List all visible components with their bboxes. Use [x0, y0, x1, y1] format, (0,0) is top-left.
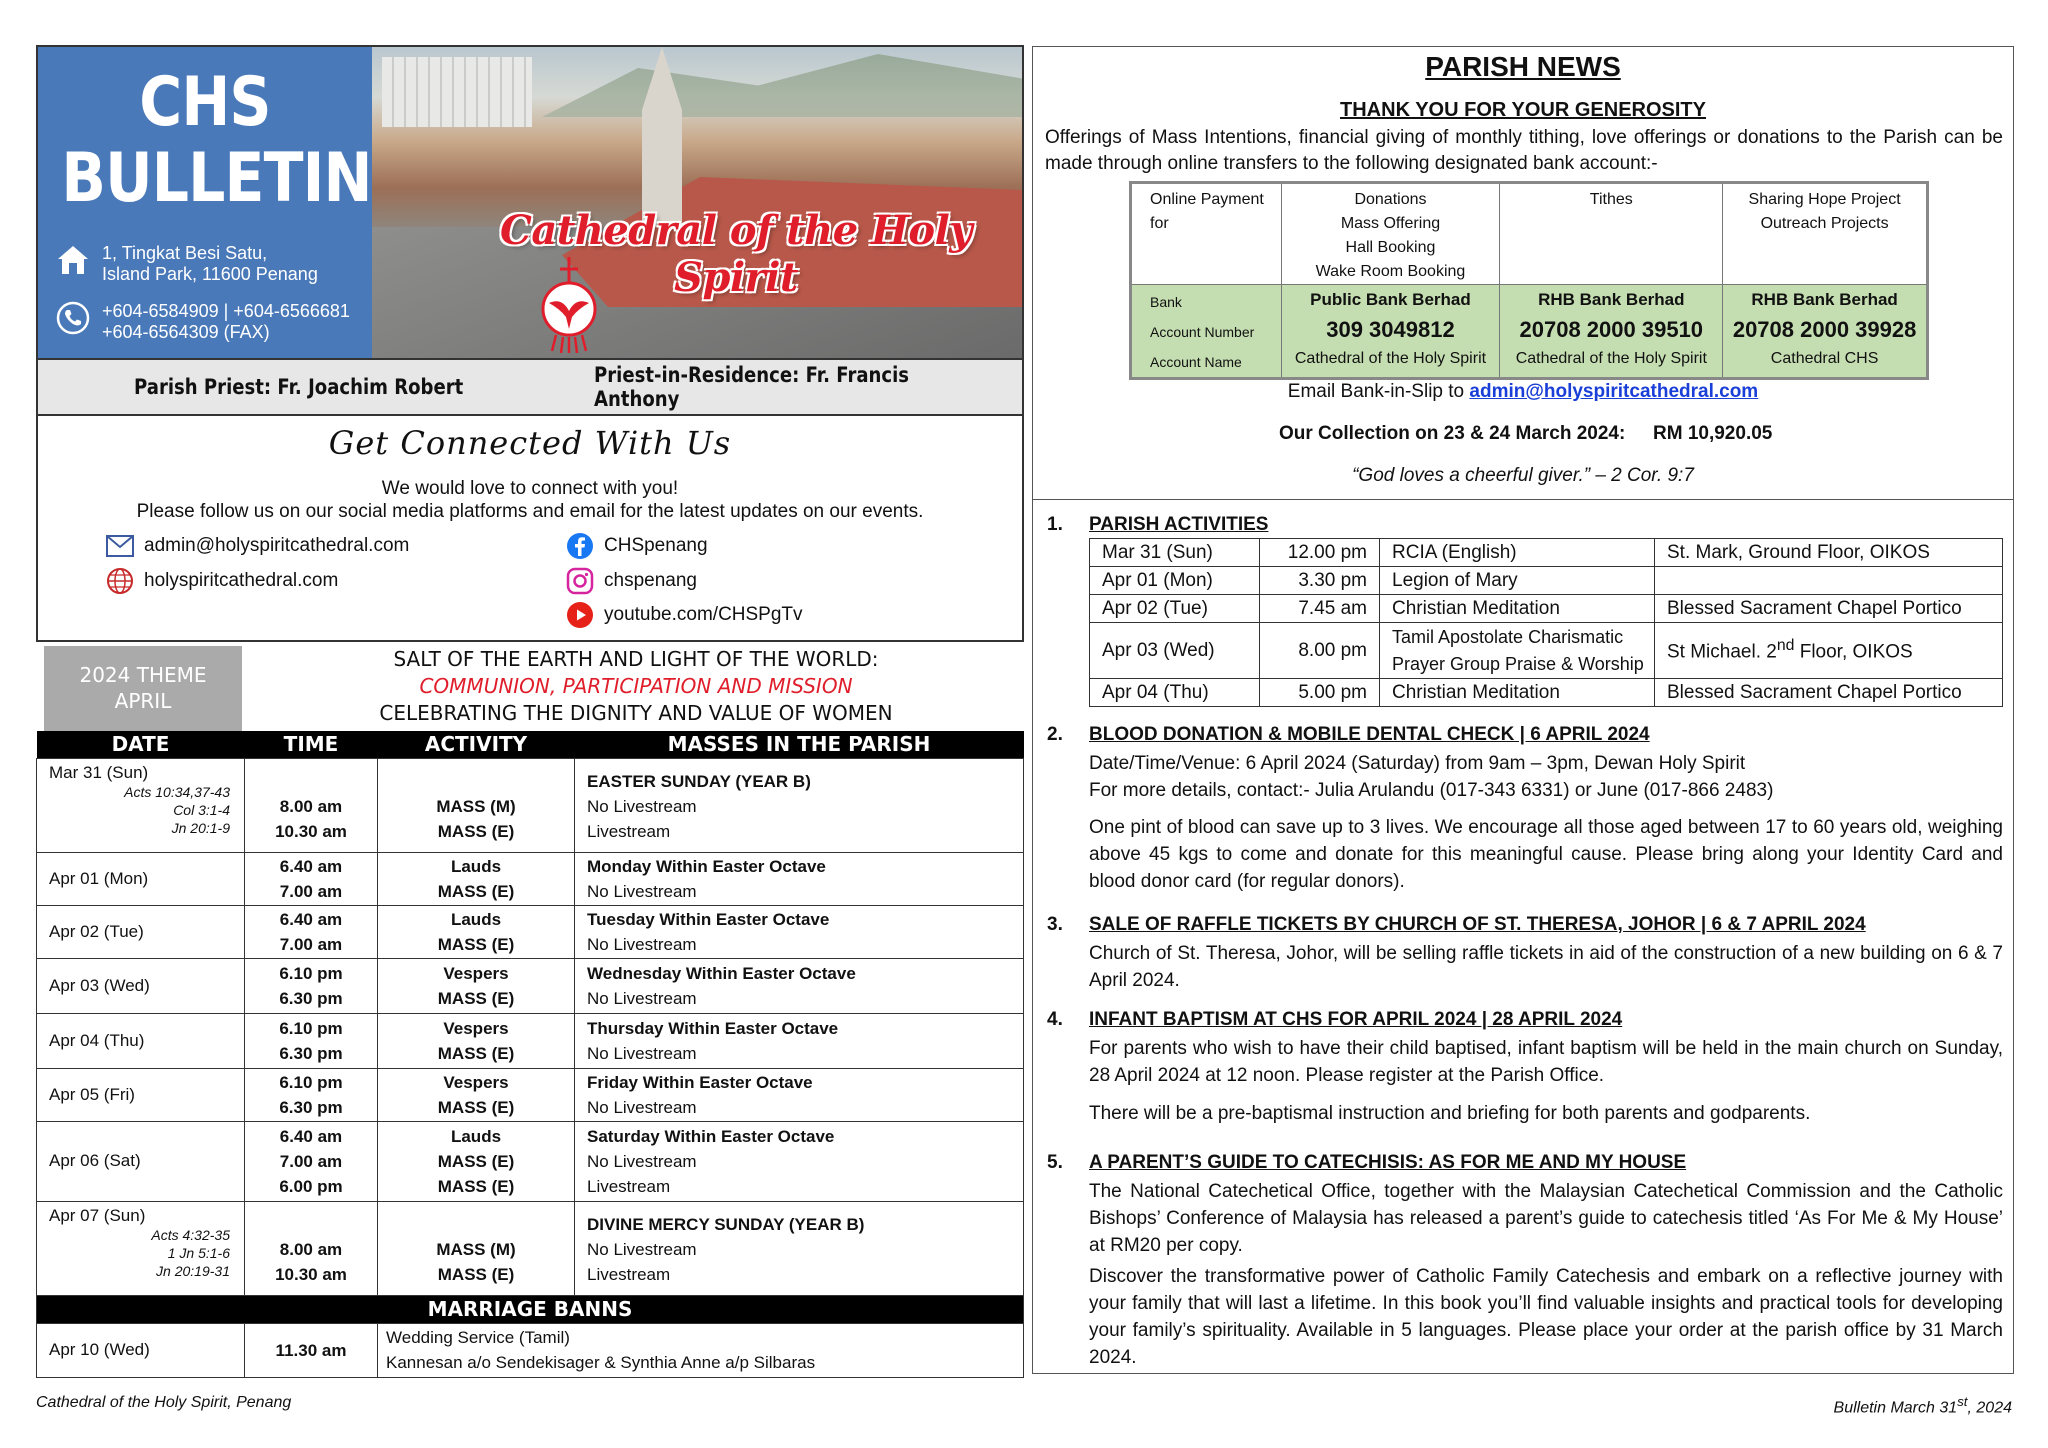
- schedule-time: 6.30 pm: [279, 1097, 343, 1117]
- schedule-row: [37, 758, 1024, 852]
- banns-row: [37, 1323, 1024, 1377]
- mass-title: EASTER SUNDAY (YEAR B): [587, 771, 811, 791]
- section-number: 1.: [1047, 514, 1063, 535]
- bulletin-title-line2: BULLETIN: [61, 139, 372, 218]
- mass-title: Friday Within Easter Octave: [587, 1072, 813, 1092]
- activity-venue: St. Mark, Ground Floor, OIKOS: [1655, 539, 2003, 567]
- connect-title: Get Connected With Us: [328, 424, 732, 462]
- activity-time: 3.30 pm: [1260, 567, 1380, 595]
- schedule-header-row: [37, 731, 1024, 758]
- address-row: [56, 243, 318, 285]
- bank-account-table: [1129, 181, 1929, 380]
- livestream-note: No Livestream: [587, 1043, 697, 1063]
- parish-news-title: PARISH NEWS: [1425, 51, 1621, 82]
- account-name: Cathedral of the Holy Spirit: [1515, 350, 1707, 367]
- mass-title: Thursday Within Easter Octave: [587, 1018, 839, 1038]
- activity-name: Christian Meditation: [1380, 595, 1655, 623]
- schedule-time: 7.00 am: [279, 1151, 343, 1171]
- schedule-time-cell: [245, 905, 378, 958]
- bank-purpose-row: [1131, 183, 1928, 285]
- section-number: 2.: [1047, 724, 1063, 745]
- activity-name: RCIA (English): [1380, 539, 1655, 567]
- instagram-text[interactable]: chspenang: [604, 570, 697, 591]
- schedule-row: [37, 1013, 1024, 1068]
- activity-row: [1090, 623, 2003, 679]
- schedule-activity-cell: [378, 1201, 575, 1295]
- account-number: 309 3049812: [1326, 317, 1455, 342]
- collection-label: Our Collection on 23 & 24 March 2024:: [1279, 423, 1626, 444]
- email-slip-link[interactable]: admin@holyspiritcathedral.com: [1469, 381, 1759, 402]
- house-icon: [56, 243, 90, 277]
- banns-service: Wedding Service (Tamil): [386, 1328, 570, 1347]
- parish-activities-table: [1089, 538, 2003, 707]
- donations-purpose: Donations Mass Offering Hall Booking Wake Room Booking: [1281, 183, 1500, 285]
- mass-title: Monday Within Easter Octave: [587, 856, 826, 876]
- facebook-icon: [566, 532, 594, 560]
- schedule-time: 6.40 am: [279, 909, 343, 929]
- connect-message-1: We would love to connect with you!: [381, 478, 679, 499]
- schedule-time: 7.00 am: [279, 881, 343, 901]
- schedule-activity-cell: [378, 852, 575, 905]
- schedule-activity: MASS (E): [437, 1151, 515, 1171]
- schedule-time: 6.10 pm: [279, 963, 343, 983]
- schedule-date-cell: [37, 758, 245, 852]
- schedule-activity: Vespers: [443, 1072, 509, 1092]
- schedule-time: 6.30 pm: [279, 1043, 343, 1063]
- schedule-time: 6.40 am: [279, 856, 343, 876]
- banns-detail: [378, 1323, 1024, 1377]
- theme-label: [44, 646, 242, 734]
- theme-line3: CELEBRATING THE DIGNITY AND VALUE OF WOMEN: [379, 701, 893, 725]
- schedule-activity: MASS (E): [437, 988, 515, 1008]
- activity-date: Mar 31 (Sun): [1090, 539, 1260, 567]
- mass-title: Tuesday Within Easter Octave: [587, 909, 830, 929]
- schedule-activity-cell: [378, 1068, 575, 1121]
- mass-schedule-table: [36, 731, 1024, 1378]
- livestream-note: No Livestream: [587, 934, 697, 954]
- bank-name: Public Bank Berhad: [1310, 290, 1471, 309]
- col-header-masses: MASSES IN THE PARISH: [575, 731, 1024, 758]
- schedule-activity: Vespers: [443, 1018, 509, 1038]
- outreach-purpose: Sharing Hope Project Outreach Projects: [1723, 183, 1928, 285]
- activity-row: [1090, 567, 2003, 595]
- mass-title: Wednesday Within Easter Octave: [587, 963, 856, 983]
- schedule-time: 8.00 am: [279, 797, 343, 816]
- schedule-mass-cell: [575, 852, 1024, 905]
- col-header-activity: ACTIVITY: [378, 731, 575, 758]
- schedule-mass-cell: [575, 1068, 1024, 1121]
- schedule-time: 6.40 am: [279, 1126, 343, 1146]
- parish-news-panel: [1032, 46, 2014, 500]
- livestream-note: No Livestream: [587, 881, 697, 901]
- globe-icon: [106, 567, 134, 595]
- schedule-date: Apr 07 (Sun): [49, 1205, 146, 1225]
- schedule-time: 6.00 pm: [279, 1176, 343, 1196]
- bank-account-2: [1500, 285, 1723, 379]
- reading: Jn 20:19-31: [156, 1262, 230, 1279]
- schedule-row: [37, 958, 1024, 1013]
- livestream-note: No Livestream: [587, 988, 697, 1008]
- livestream-note: No Livestream: [587, 1097, 697, 1117]
- schedule-date: Apr 03 (Wed): [37, 958, 245, 1013]
- phone-icon: [56, 301, 90, 335]
- section-title-raffle: SALE OF RAFFLE TICKETS BY CHURCH OF ST. THERESA, JOHOR | 6 & 7 APRIL 2024: [1089, 914, 1866, 935]
- schedule-time: 7.00 am: [279, 934, 343, 954]
- generosity-title: THANK YOU FOR YOUR GENEROSITY: [1340, 99, 1706, 121]
- schedule-time: 6.10 pm: [279, 1072, 343, 1092]
- activity-row: [1090, 595, 2003, 623]
- banner-blue-panel: [38, 47, 372, 360]
- banns-header-row: [37, 1295, 1024, 1323]
- reading: Acts 4:32-35: [151, 1226, 230, 1243]
- activity-time: 8.00 pm: [1260, 623, 1380, 679]
- generosity-body: Offerings of Mass Intentions, financial giving of monthly tithing, love offerings or donations to the Parish can be made through online transfers to the following designated bank account:-: [1045, 127, 2003, 174]
- youtube-icon: [566, 601, 594, 629]
- theme-line2: COMMUNION, PARTICIPATION AND MISSION: [419, 674, 853, 698]
- section-title-catechisis: A PARENT’S GUIDE TO CATECHISIS: AS FOR ME AND MY HOUSE: [1089, 1152, 1687, 1173]
- priest-bar: [36, 360, 1024, 416]
- account-number: 20708 2000 39928: [1732, 317, 1917, 342]
- instagram-icon: [566, 567, 594, 595]
- banns-time: 11.30 am: [245, 1323, 378, 1377]
- bulletin-banner: [36, 45, 1024, 360]
- address-line1: 1, Tingkat Besi Satu,: [102, 243, 268, 263]
- schedule-time-cell: [245, 1121, 378, 1201]
- col-header-date: DATE: [37, 731, 245, 758]
- schedule-activity-cell: [378, 1121, 575, 1201]
- schedule-date: Apr 02 (Tue): [37, 905, 245, 958]
- schedule-time: 10.30 am: [275, 1265, 347, 1284]
- reading: Acts 10:34,37-43: [124, 783, 230, 800]
- social-youtube[interactable]: [566, 601, 803, 629]
- schedule-date: Apr 05 (Fri): [37, 1068, 245, 1121]
- activity-date: Apr 03 (Wed): [1090, 623, 1260, 679]
- schedule-mass-cell: [575, 758, 1024, 852]
- schedule-row: [37, 1068, 1024, 1121]
- banns-date: Apr 10 (Wed): [37, 1323, 245, 1377]
- blood-donation-details: Date/Time/Venue: 6 April 2024 (Saturday) from 9am – 3pm, Dewan Holy Spirit For more details, contact:- Julia Arulandu (017-343 6331) or June (017-866 2483): [1089, 753, 1774, 801]
- bank-details-row: [1131, 285, 1928, 379]
- footer-right: Bulletin March 31st, 2024: [1833, 1394, 2012, 1417]
- schedule-activity: Lauds: [450, 1126, 502, 1146]
- activity-time: 5.00 pm: [1260, 679, 1380, 707]
- section-number: 5.: [1047, 1152, 1063, 1173]
- announcements-panel: [1032, 500, 2014, 1374]
- activity-venue: Blessed Sacrament Chapel Portico: [1655, 679, 2003, 707]
- bank-row-labels: Bank Account Number Account Name: [1131, 285, 1282, 379]
- cathedral-name: Cathedral of the Holy Spirit: [500, 207, 972, 301]
- schedule-activity: Lauds: [450, 856, 502, 876]
- left-column: [36, 45, 1024, 736]
- mass-title: Saturday Within Easter Octave: [587, 1126, 835, 1146]
- reading: 1 Jn 5:1-6: [167, 1244, 230, 1261]
- schedule-time-cell: [245, 1068, 378, 1121]
- schedule-activity: MASS (E): [437, 934, 515, 954]
- catechisis-body: The National Catechetical Office, together with the Malaysian Catechetical Commission and the Catholic Bishops’ Conference of Malaysia has released a parent’s guide to catechesis titled ‘As For Me & My House’ at RM20 per copy.: [1089, 1181, 2003, 1256]
- schedule-time: 10.30 am: [275, 822, 347, 841]
- phone-line2: +604-6564309 (FAX): [102, 322, 270, 342]
- connect-section: [36, 416, 1024, 642]
- bank-account-3: [1723, 285, 1928, 379]
- raffle-body: Church of St. Theresa, Johor, will be selling raffle tickets in aid of the construction of a new building on 6 & 7 April 2024.: [1089, 943, 2003, 991]
- schedule-mass-cell: [575, 1013, 1024, 1068]
- email-text[interactable]: admin@holyspiritcathedral.com: [144, 535, 410, 556]
- website-text[interactable]: holyspiritcathedral.com: [144, 570, 339, 591]
- bank-name: RHB Bank Berhad: [1538, 290, 1685, 309]
- priest-in-residence: Priest-in-Residence: Fr. Francis Anthony: [594, 363, 910, 411]
- phone-row: [56, 301, 350, 343]
- phone-line1: +604-6584909 | +604-6566681: [102, 301, 350, 321]
- connect-message-2: Please follow us on our social media platforms and email for the latest updates on our events.: [136, 501, 924, 522]
- col-header-time: TIME: [245, 731, 378, 758]
- reading: Col 3:1-4: [173, 801, 230, 818]
- schedule-activity-cell: [378, 905, 575, 958]
- baptism-note: There will be a pre-baptismal instruction and briefing for both parents and godparents.: [1089, 1103, 1811, 1124]
- theme-label-month: APRIL: [114, 689, 172, 713]
- schedule-activity: MASS (E): [437, 1176, 515, 1196]
- schedule-row: [37, 905, 1024, 958]
- section-title-activities: PARISH ACTIVITIES: [1089, 514, 1269, 535]
- schedule-time-cell: [245, 758, 378, 852]
- parish-priest: Parish Priest: Fr. Joachim Robert: [134, 375, 464, 399]
- schedule-mass-cell: [575, 1201, 1024, 1295]
- activity-row: [1090, 679, 2003, 707]
- schedule-activity: MASS (E): [437, 1265, 515, 1284]
- banns-couple: Kannesan a/o Sendekisager & Synthia Anne a/p Silbaras: [386, 1353, 816, 1372]
- section-number: 4.: [1047, 1009, 1063, 1030]
- livestream-note: Livestream: [587, 1264, 671, 1284]
- schedule-time: 6.10 pm: [279, 1018, 343, 1038]
- schedule-date: Apr 04 (Thu): [37, 1013, 245, 1068]
- theme-text: [248, 646, 1024, 727]
- social-facebook[interactable]: [566, 532, 708, 560]
- youtube-text[interactable]: youtube.com/CHSPgTv: [604, 604, 803, 625]
- activity-name: Christian Meditation: [1380, 679, 1655, 707]
- schedule-date: Apr 06 (Sat): [37, 1121, 245, 1201]
- schedule-time: 8.00 am: [279, 1240, 343, 1259]
- account-name: Cathedral CHS: [1770, 350, 1879, 367]
- schedule-date: Mar 31 (Sun): [49, 762, 149, 782]
- schedule-activity-cell: [378, 958, 575, 1013]
- catechisis-body-2: Discover the transformative power of Catholic Family Catechesis and embark on a reflective journey with your family that will last a lifetime. In this book you’ll find valuable insights and practical tools for developing your family’s spirituality. Available in 5 languages. Please place your order at the parish office by 31 March 2024.: [1089, 1266, 2003, 1368]
- cathedral-photo: [372, 47, 1024, 360]
- activity-row: [1090, 539, 2003, 567]
- schedule-mass-cell: [575, 905, 1024, 958]
- account-name: Cathedral of the Holy Spirit: [1294, 350, 1487, 367]
- social-email[interactable]: [106, 532, 409, 560]
- mass-title: DIVINE MERCY SUNDAY (YEAR B): [587, 1214, 865, 1234]
- activity-date: Apr 04 (Thu): [1090, 679, 1260, 707]
- schedule-activity: MASS (E): [437, 1097, 515, 1117]
- footer-left: Cathedral of the Holy Spirit, Penang: [36, 1394, 292, 1411]
- email-slip-label: Email Bank-in-Slip to: [1287, 381, 1470, 402]
- theme-line1: SALT OF THE EARTH AND LIGHT OF THE WORLD:: [393, 647, 879, 671]
- account-number: 20708 2000 39510: [1519, 317, 1704, 342]
- schedule-row: [37, 1201, 1024, 1295]
- marriage-banns-header: MARRIAGE BANNS: [37, 1295, 1024, 1323]
- tithes-purpose: Tithes: [1500, 183, 1723, 285]
- baptism-body: For parents who wish to have their child baptised, infant baptism will be held in the main church on Sunday, 28 April 2024 at 12 noon. Please register at the Parish Office.: [1089, 1038, 2003, 1086]
- activity-time: 12.00 pm: [1260, 539, 1380, 567]
- activity-name: Tamil Apostolate Charismatic Prayer Group Praise & Worship: [1380, 623, 1655, 679]
- facebook-text[interactable]: CHSpenang: [604, 535, 708, 556]
- schedule-activity-cell: [378, 758, 575, 852]
- section-title-baptism: INFANT BAPTISM AT CHS FOR APRIL 2024 | 28 APRIL 2024: [1089, 1009, 1623, 1030]
- schedule-activity: Vespers: [443, 963, 509, 983]
- livestream-note: No Livestream: [587, 796, 697, 816]
- schedule-mass-cell: [575, 958, 1024, 1013]
- activity-date: Apr 01 (Mon): [1090, 567, 1260, 595]
- online-payment-label: Online Payment for: [1131, 183, 1282, 285]
- schedule-activity: MASS (M): [436, 797, 516, 816]
- livestream-note: Livestream: [587, 1176, 671, 1196]
- bank-account-1: [1281, 285, 1500, 379]
- livestream-note: Livestream: [587, 821, 671, 841]
- schedule-time: 6.30 pm: [279, 988, 343, 1008]
- schedule-activity: Lauds: [450, 909, 502, 929]
- schedule-date: Apr 01 (Mon): [37, 852, 245, 905]
- activity-date: Apr 02 (Tue): [1090, 595, 1260, 623]
- schedule-time-cell: [245, 852, 378, 905]
- activity-venue: Blessed Sacrament Chapel Portico: [1655, 595, 2003, 623]
- livestream-note: No Livestream: [587, 1239, 697, 1259]
- schedule-mass-cell: [575, 1121, 1024, 1201]
- collection-amount: RM 10,920.05: [1653, 423, 1773, 444]
- activity-venue: [1655, 567, 2003, 595]
- schedule-row: [37, 852, 1024, 905]
- blood-donation-body: One pint of blood can save up to 3 lives. We encourage all those aged between 17 to 60 years old, weighing above 45 kgs to come and donate for this meaningful cause. Please bring along your Identity Card and blood donor card (for regular donors).: [1089, 817, 2003, 892]
- livestream-note: No Livestream: [587, 1151, 697, 1171]
- schedule-time-cell: [245, 1013, 378, 1068]
- section-title-blood-donation: BLOOD DONATION & MOBILE DENTAL CHECK | 6 APRIL 2024: [1089, 724, 1650, 745]
- activity-time: 7.45 am: [1260, 595, 1380, 623]
- scripture-quote: “God loves a cheerful giver.” – 2 Cor. 9:7: [1352, 465, 1694, 486]
- theme-label-year: 2024 THEME: [79, 663, 207, 687]
- schedule-row: [37, 1121, 1024, 1201]
- bulletin-title: [61, 63, 372, 218]
- email-slip-line: [1033, 381, 2013, 403]
- bulletin-title-line1: CHS: [139, 63, 271, 142]
- schedule-activity: MASS (E): [437, 881, 515, 901]
- reading: Jn 20:1-9: [171, 819, 230, 836]
- schedule-activity: MASS (E): [437, 822, 515, 841]
- schedule-activity: MASS (E): [437, 1043, 515, 1063]
- social-instagram[interactable]: [566, 567, 697, 595]
- theme-row: [36, 646, 1024, 736]
- schedule-time-cell: [245, 958, 378, 1013]
- mail-icon: [106, 532, 134, 560]
- schedule-time-cell: [245, 1201, 378, 1295]
- schedule-activity: MASS (M): [436, 1240, 516, 1259]
- schedule-date-cell: [37, 1201, 245, 1295]
- activity-name: Legion of Mary: [1380, 567, 1655, 595]
- bank-name: RHB Bank Berhad: [1751, 290, 1898, 309]
- address-line2: Island Park, 11600 Penang: [102, 264, 318, 284]
- activity-venue: St Michael. 2nd Floor, OIKOS: [1655, 623, 2003, 679]
- schedule-activity-cell: [378, 1013, 575, 1068]
- section-number: 3.: [1047, 914, 1063, 935]
- social-website[interactable]: [106, 567, 338, 595]
- dove-logo-icon: [532, 257, 606, 353]
